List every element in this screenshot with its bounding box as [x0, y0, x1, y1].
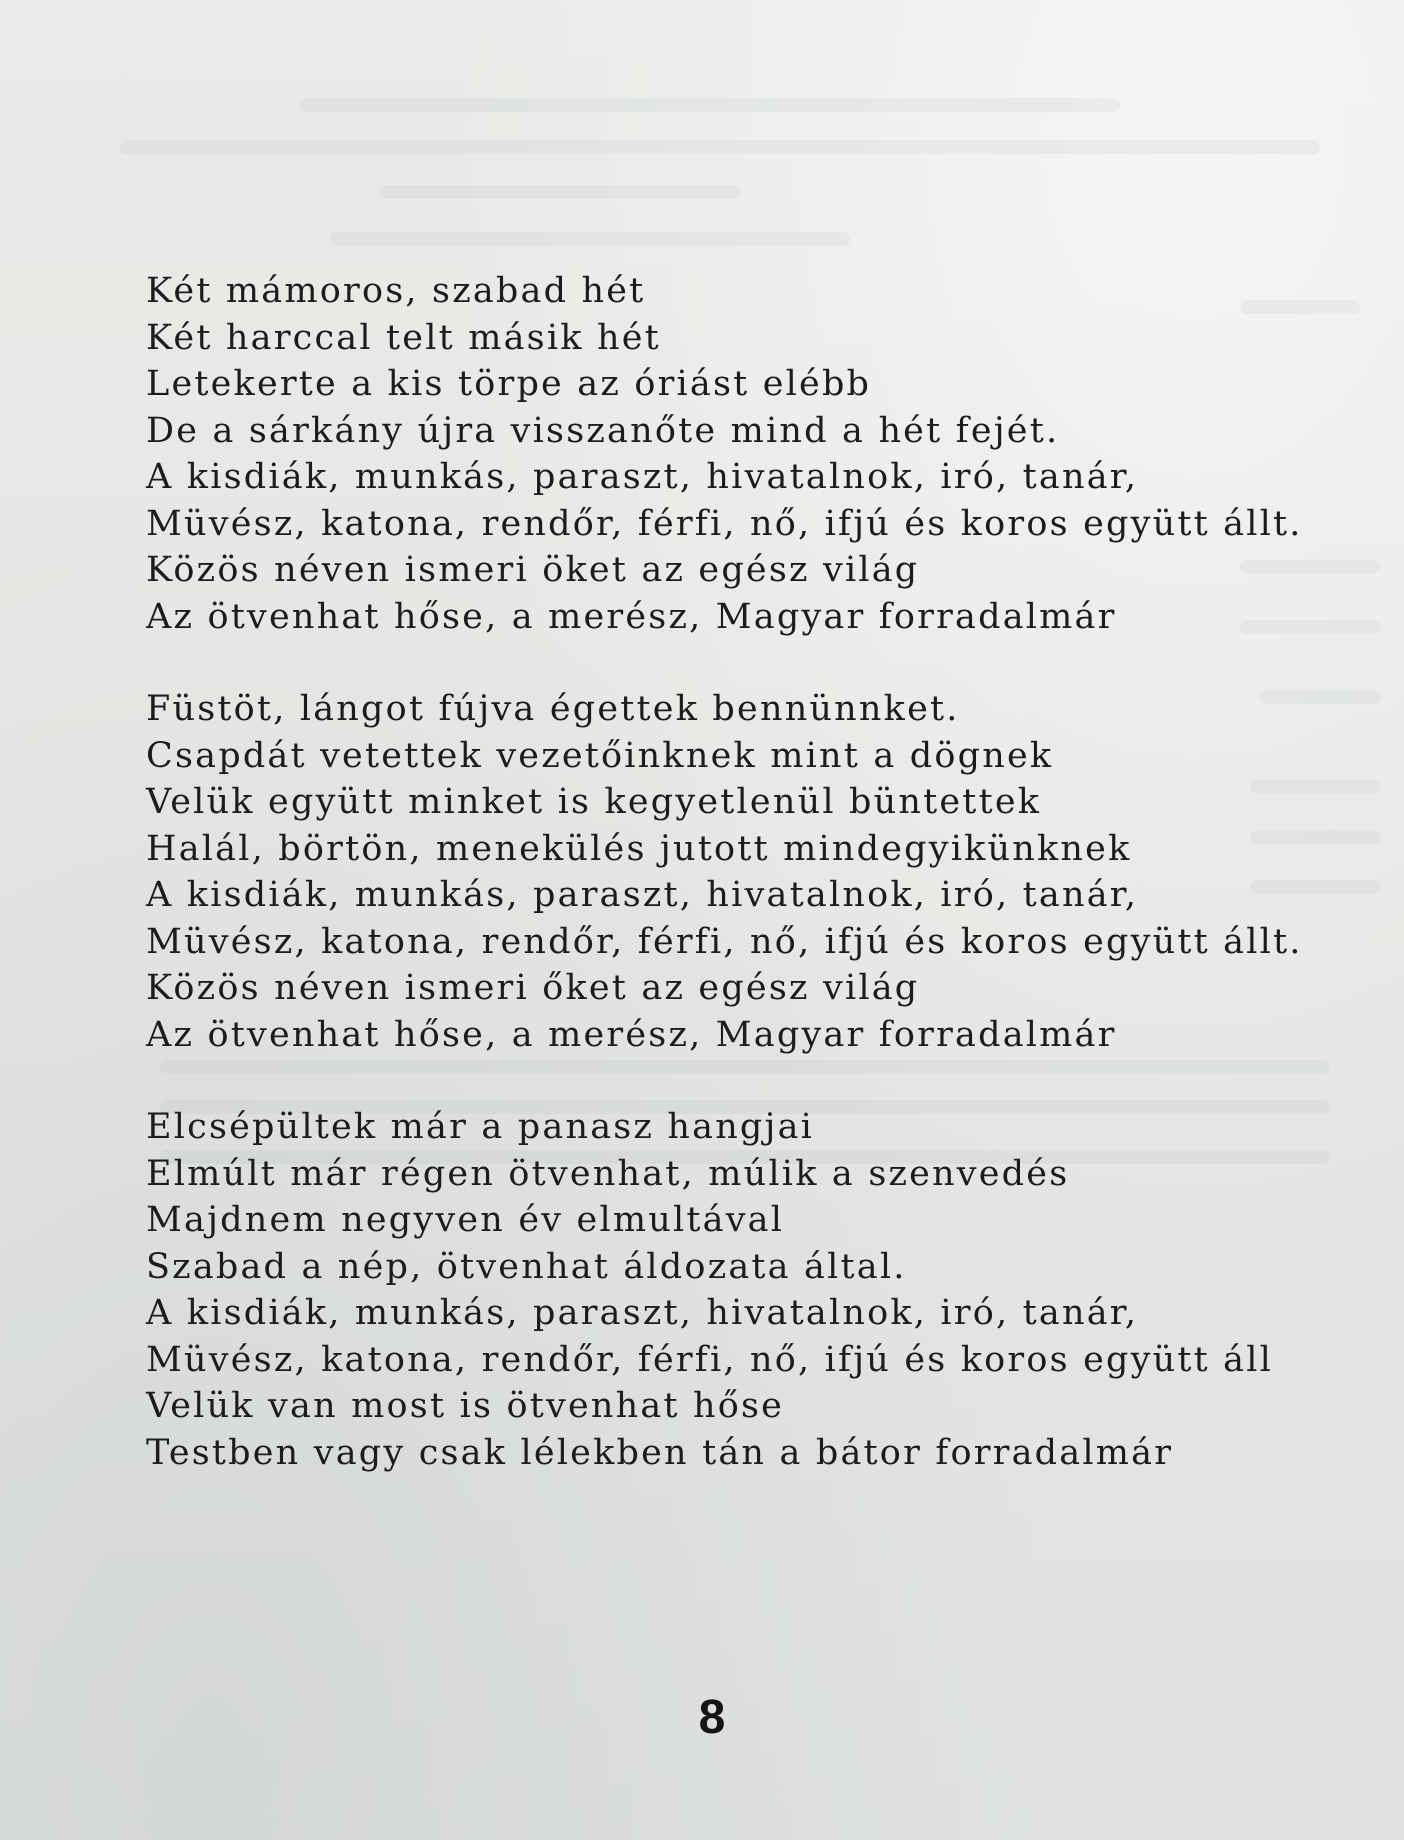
poem-line: A kisdiák, munkás, paraszt, hivatalnok, iró, tanár,	[146, 457, 1139, 497]
page-number: 8	[698, 1691, 726, 1744]
poem-line: A kisdiák, munkás, paraszt, hivatalnok, iró, tanár,	[146, 875, 1139, 915]
poem-line: Testben vagy csak lélekben tán a bátor forradalmár	[146, 1432, 1174, 1473]
poem-line: Majdnem negyven év elmultával	[146, 1200, 785, 1240]
poem-line: De a sárkány újra visszanőte mind a hét fejét.	[146, 410, 1060, 451]
poem	[146, 268, 1346, 1522]
poem-line: Csapdát vetettek vezetőinknek mint a dögnek	[146, 735, 1054, 776]
poem-line: Elmúlt már régen ötvenhat, múlik a szenvedés	[146, 1153, 1070, 1194]
poem-line: A kisdiák, munkás, paraszt, hivatalnok, iró, tanár,	[146, 1293, 1139, 1333]
poem-line: Velük van most is ötvenhat hőse	[146, 1386, 785, 1426]
poem-line: Két harccal telt másik hét	[146, 317, 661, 358]
poem-line: Az ötvenhat hőse, a merész, Magyar forradalmár	[146, 1014, 1117, 1055]
poem-line: Füstöt, lángot fújva égettek bennünnket.	[146, 689, 960, 729]
poem-line: Szabad a nép, ötvenhat áldozata által.	[146, 1246, 907, 1287]
poem-line: Müvész, katona, rendőr, férfi, nő, ifjú és koros együtt állt.	[146, 921, 1303, 962]
poem-line: Halál, börtön, menekülés jutott mindegyikünknek	[146, 828, 1132, 869]
stanza-1	[146, 268, 1346, 640]
poem-line: Velük együtt minket is kegyetlenül büntettek	[146, 782, 1042, 822]
poem-line: Letekerte a kis törpe az óriást elébb	[146, 364, 872, 404]
poem-line: Müvész, katona, rendőr, férfi, nő, ifjú és koros együtt állt.	[146, 503, 1303, 544]
stanza-2	[146, 686, 1346, 1058]
poem-line: Két mámoros, szabad hét	[146, 271, 646, 311]
poem-line: Müvész, katona, rendőr, férfi, nő, ifjú és koros együtt áll	[146, 1339, 1274, 1380]
stanza-3	[146, 1104, 1346, 1476]
poem-line: Közös néven ismeri öket az egész világ	[146, 550, 920, 590]
poem-line: Közös néven ismeri őket az egész világ	[146, 968, 920, 1008]
poem-line: Az ötvenhat hőse, a merész, Magyar forradalmár	[146, 596, 1117, 637]
poem-line: Elcsépültek már a panasz hangjai	[146, 1107, 815, 1147]
